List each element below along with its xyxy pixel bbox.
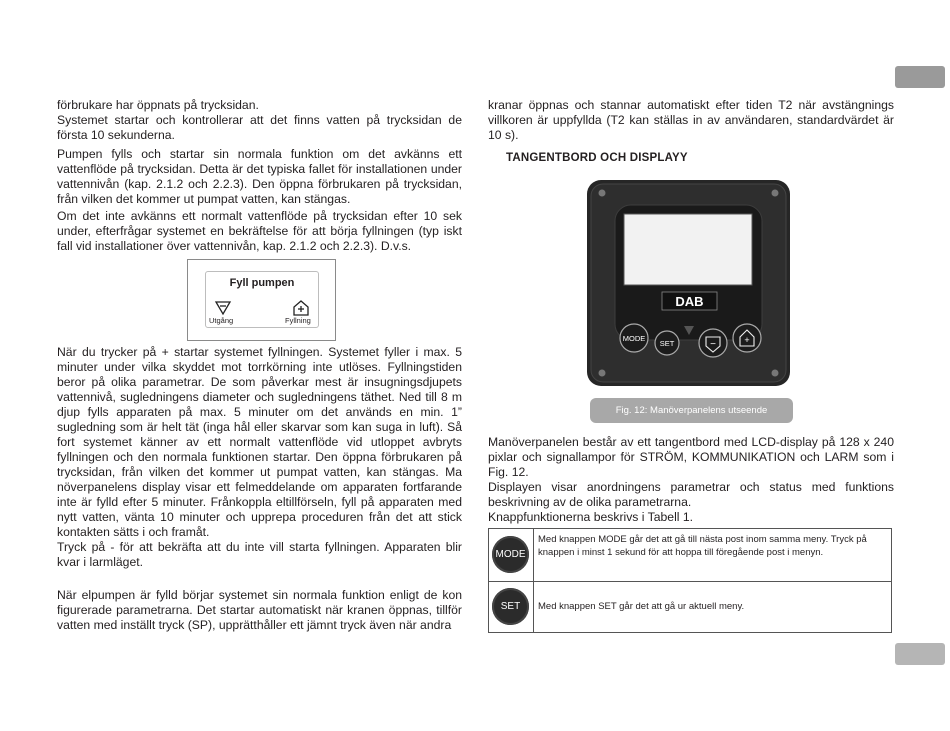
section-heading: TANGENTBORD OCH DISPLAYY	[506, 152, 688, 164]
down-triangle-minus-icon	[214, 299, 232, 317]
lcd-screen	[624, 214, 752, 285]
control-panel-figure	[587, 180, 790, 386]
table-row	[489, 529, 891, 582]
paragraph-text: kranar öppnas och stannar automatiskt efter tiden T2 när avstängnings villkoren är uppfyllda (T2 kan ställas in av användaren, standardvärdet är 10 s).	[488, 98, 894, 142]
table-row	[489, 581, 891, 632]
left-paragraph-1	[57, 98, 462, 143]
key-cell	[489, 529, 534, 581]
paragraph-text: förbrukare har öppnats på trycksidan. Systemet startar och kontrollerar att det finns vatten på trycksidan de första 10 sekunderna.	[57, 98, 462, 142]
key-description: Med knappen MODE går det att gå till nästa post inom samma meny. Tryck på knappen i minst 1 sekund för att hoppa till föregående post i menyn.	[538, 534, 867, 558]
button-function-table	[488, 528, 892, 633]
screw-top-right	[772, 190, 779, 197]
house-plus-icon	[292, 299, 310, 317]
brand-logo: DAB	[675, 294, 704, 309]
plus-key-label: +	[744, 335, 750, 345]
fill-pump-title: Fyll pumpen	[229, 277, 295, 289]
section-tab-top	[895, 66, 945, 88]
screw-bottom-left	[599, 370, 606, 377]
key-description: Med knappen SET går det att gå ur aktuell meny.	[538, 601, 745, 612]
screw-bottom-right	[772, 370, 779, 377]
figure-caption: Fig. 12: Manöverpanelens utseende	[590, 398, 793, 423]
fill-pump-display	[205, 271, 319, 328]
minus-key-label: −	[710, 339, 716, 350]
left-paragraph-5	[57, 588, 462, 633]
left-paragraph-3	[57, 209, 462, 254]
mode-key-icon: MODE	[492, 536, 529, 573]
left-paragraph-2	[57, 147, 462, 207]
left-paragraph-4	[57, 345, 462, 570]
key-cell	[489, 581, 534, 632]
paragraph-text: Manöverpanelen består av ett tangentbord med LCD-display på 128 x 240 pixlar och signallampor för STRÖM, KOMMUNIKATION och LARM som i Fig. 12. Displayen visar anordningens parametrar och status med funktions beskrivning av de olika parametrarna. Knappfunktionerna beskrivs i Tabell 1.	[488, 435, 894, 524]
paragraph-text: När du trycker på + startar systemet fyllningen. Systemet fyller i max. 5 minuter under vilka skyddet mot torrkörning inte utlöses. Fyllningstiden beror på olika parametrar. De som påverkar mest är insugningsdjupets vattennivå, sugledningens diameter och sugledningens täthet. Ned till 8 m djup fylls apparaten på max. 5 minuter om det används en min. 1” sugledning som är helt tät (inga hål eller skarvar som kan suga in luft). Så fort systemet känner av ett normalt vattenflöde vid utloppet avbryts fyllningen och den normala funktionen startar. Den öppna förbrukaren på trycksidan, från vilken det kommer ut pumpat vatten, kan stängas. Ma növerpanelens display visar ett felmeddelande om apparaten fortfarande inte är fylld efter 5 minuter. Frånkoppla eltillförseln, fyll på apparaten med nytt vatten, vänta 10 minuter och upprepa proceduren från det att stick kontakten sätts i och framåt. Tryck på - för att bekräfta att du inte vill starta fyllningen. Apparaten blir kvar i larmläget.	[57, 345, 462, 569]
fill-pump-screen	[187, 259, 336, 341]
section-tab-bottom	[895, 643, 945, 665]
paragraph-text: Om det inte avkänns ett normalt vattenflöde på trycksidan efter 10 sek under, efterfrågar systemet en bekräftelse för att börja fyllningen (typ iskt fall vid installationer över vattennivån, kap. 2.1.2 och 2.2.3). D.v.s.	[57, 209, 462, 253]
set-key-icon: SET	[492, 588, 529, 625]
mode-key-label: MODE	[622, 334, 646, 343]
right-intro	[488, 98, 894, 143]
paragraph-text: När elpumpen är fylld börjar systemet sin normala funktion enligt de kon figurerade parametrarna. Det startar automatiskt när kranen öppnas, tillför vatten med inställt tryck (SP), upprätthåller ett jämnt tryck även när andra	[57, 588, 462, 632]
paragraph-text: Pumpen fylls och startar sin normala funktion om det avkänns ett vattenflöde på trycksidan. Detta är det typiska fallet för installationen under vattennivån (kap. 2.1.2 och 2.2.3). Den öppna förbrukaren på trycksidan, från vilken det kommer ut pumpat vatten, kan stängas.	[57, 147, 462, 206]
right-description	[488, 435, 894, 525]
screw-top-left	[599, 190, 606, 197]
fill-label: Fyllning	[285, 316, 311, 325]
set-key-label: SET	[659, 339, 675, 348]
exit-label: Utgång	[209, 316, 234, 325]
